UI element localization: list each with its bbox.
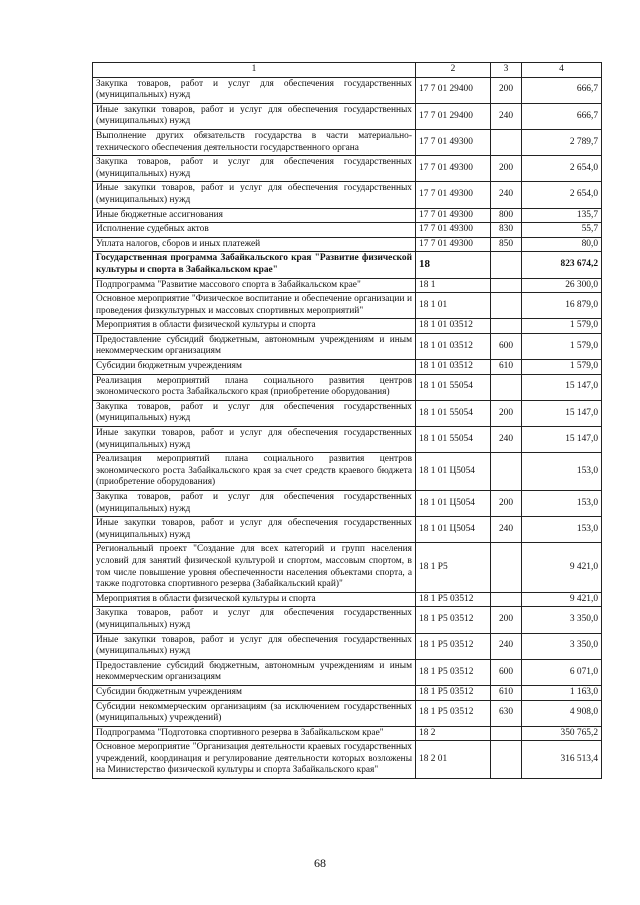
row-name-cell: Иные бюджетные ассигнования bbox=[93, 208, 416, 223]
row-code-cell: 18 1 bbox=[416, 278, 491, 293]
row-sum-cell: 6 071,0 bbox=[522, 659, 602, 685]
page-number: 68 bbox=[314, 856, 326, 870]
row-sum-cell: 153,0 bbox=[522, 517, 602, 543]
row-vr-cell: 200 bbox=[491, 400, 522, 426]
row-sum-cell: 1 579,0 bbox=[522, 333, 602, 359]
row-code-cell: 18 1 01 bbox=[416, 293, 491, 319]
row-code-cell: 17 7 01 29400 bbox=[416, 77, 491, 103]
row-name-cell: Субсидии бюджетным учреждениям bbox=[93, 685, 416, 700]
row-code-cell: 17 7 01 49300 bbox=[416, 129, 491, 155]
row-code-cell: 17 7 01 49300 bbox=[416, 237, 491, 252]
row-sum-cell: 80,0 bbox=[522, 237, 602, 252]
row-name-cell: Предоставление субсидий бюджетным, автономным учреждениям и иным некоммерческим организациям bbox=[93, 659, 416, 685]
row-code-cell: 18 1 01 03512 bbox=[416, 360, 491, 375]
row-code-cell: 17 7 01 49300 bbox=[416, 182, 491, 208]
table-row bbox=[93, 129, 602, 155]
row-vr-cell bbox=[491, 726, 522, 741]
row-vr-cell: 850 bbox=[491, 237, 522, 252]
row-code-cell: 18 2 bbox=[416, 726, 491, 741]
table-row bbox=[93, 208, 602, 223]
row-name-cell: Иные закупки товаров, работ и услуг для обеспечения государственных (муниципальных) нужд bbox=[93, 633, 416, 659]
row-name-cell: Закупка товаров, работ и услуг для обеспечения государственных (муниципальных) нужд bbox=[93, 491, 416, 517]
row-name-cell: Уплата налогов, сборов и иных платежей bbox=[93, 237, 416, 252]
row-sum-cell: 135,7 bbox=[522, 208, 602, 223]
row-code-cell: 18 1 01 Ц5054 bbox=[416, 517, 491, 543]
row-code-cell: 18 1 01 55054 bbox=[416, 374, 491, 400]
row-name-cell: Закупка товаров, работ и услуг для обеспечения государственных (муниципальных) нужд bbox=[93, 156, 416, 182]
row-vr-cell bbox=[491, 129, 522, 155]
row-vr-cell bbox=[491, 319, 522, 334]
row-vr-cell: 200 bbox=[491, 491, 522, 517]
table-row bbox=[93, 491, 602, 517]
row-sum-cell: 9 421,0 bbox=[522, 543, 602, 592]
table-row bbox=[93, 400, 602, 426]
row-name-cell: Государственная программа Забайкальского края "Развитие физической культуры и спорта в Забайкальском крае" bbox=[93, 252, 416, 278]
table-row bbox=[93, 427, 602, 453]
row-name-cell: Иные закупки товаров, работ и услуг для обеспечения государственных (муниципальных) нужд bbox=[93, 427, 416, 453]
table-row bbox=[93, 633, 602, 659]
table-row bbox=[93, 517, 602, 543]
row-name-cell: Региональный проект "Создание для всех категорий и групп населения условий для занятий физической культурой и спортом, массовым спортом, в том числе повышение уровня обеспеченности населения объектами спорта, а также подготовка спортивного резерва (Забайкальский край)" bbox=[93, 543, 416, 592]
table-body bbox=[93, 77, 602, 778]
table-row bbox=[93, 77, 602, 103]
row-sum-cell: 823 674,2 bbox=[522, 252, 602, 278]
row-sum-cell: 16 879,0 bbox=[522, 293, 602, 319]
row-vr-cell: 830 bbox=[491, 223, 522, 238]
row-sum-cell: 350 765,2 bbox=[522, 726, 602, 741]
row-vr-cell: 240 bbox=[491, 517, 522, 543]
row-sum-cell: 666,7 bbox=[522, 103, 602, 129]
table-row bbox=[93, 252, 602, 278]
header-col-vr: 3 bbox=[491, 63, 522, 78]
row-sum-cell: 1 163,0 bbox=[522, 685, 602, 700]
row-sum-cell: 153,0 bbox=[522, 491, 602, 517]
row-vr-cell: 630 bbox=[491, 700, 522, 726]
row-vr-cell: 200 bbox=[491, 77, 522, 103]
header-col-code: 2 bbox=[416, 63, 491, 78]
row-sum-cell: 15 147,0 bbox=[522, 374, 602, 400]
row-name-cell: Иные закупки товаров, работ и услуг для обеспечения государственных (муниципальных) нужд bbox=[93, 182, 416, 208]
row-name-cell: Субсидии бюджетным учреждениям bbox=[93, 360, 416, 375]
row-vr-cell: 240 bbox=[491, 427, 522, 453]
row-code-cell: 18 1 01 Ц5054 bbox=[416, 491, 491, 517]
row-vr-cell: 240 bbox=[491, 103, 522, 129]
row-name-cell: Подпрограмма "Развитие массового спорта в Забайкальском крае" bbox=[93, 278, 416, 293]
row-vr-cell bbox=[491, 278, 522, 293]
row-code-cell: 18 2 01 bbox=[416, 741, 491, 779]
table-row bbox=[93, 453, 602, 491]
row-vr-cell bbox=[491, 293, 522, 319]
header-row bbox=[93, 63, 602, 78]
row-code-cell: 18 1 01 Ц5054 bbox=[416, 453, 491, 491]
row-sum-cell: 2 789,7 bbox=[522, 129, 602, 155]
row-sum-cell: 4 908,0 bbox=[522, 700, 602, 726]
row-vr-cell: 600 bbox=[491, 659, 522, 685]
table-row bbox=[93, 741, 602, 779]
row-vr-cell bbox=[491, 453, 522, 491]
row-code-cell: 18 1 P5 03512 bbox=[416, 607, 491, 633]
table-row bbox=[93, 685, 602, 700]
row-vr-cell: 600 bbox=[491, 333, 522, 359]
row-vr-cell: 200 bbox=[491, 607, 522, 633]
row-code-cell: 18 1 P5 03512 bbox=[416, 592, 491, 607]
row-sum-cell: 55,7 bbox=[522, 223, 602, 238]
row-sum-cell: 2 654,0 bbox=[522, 182, 602, 208]
row-vr-cell bbox=[491, 374, 522, 400]
row-code-cell: 18 1 01 55054 bbox=[416, 427, 491, 453]
row-sum-cell: 666,7 bbox=[522, 77, 602, 103]
row-name-cell: Иные закупки товаров, работ и услуг для обеспечения государственных (муниципальных) нужд bbox=[93, 517, 416, 543]
table-row bbox=[93, 333, 602, 359]
table-row bbox=[93, 293, 602, 319]
row-name-cell: Основное мероприятие "Организация деятельности краевых государственных учреждений, координация и регулирование деятельности которых возложены на Министерство физической культуры и спорта Забайкальского края" bbox=[93, 741, 416, 779]
row-code-cell: 18 1 P5 03512 bbox=[416, 659, 491, 685]
row-vr-cell bbox=[491, 592, 522, 607]
row-name-cell: Субсидии некоммерческим организациям (за исключением государственных (муниципальных) учреждений) bbox=[93, 700, 416, 726]
table-row bbox=[93, 278, 602, 293]
row-sum-cell: 2 654,0 bbox=[522, 156, 602, 182]
row-sum-cell: 1 579,0 bbox=[522, 360, 602, 375]
row-code-cell: 18 1 P5 bbox=[416, 543, 491, 592]
row-sum-cell: 3 350,0 bbox=[522, 607, 602, 633]
table-row bbox=[93, 374, 602, 400]
table-row bbox=[93, 726, 602, 741]
row-name-cell: Выполнение других обязательств государства в части материально-технического обеспечения деятельности государственного органа bbox=[93, 129, 416, 155]
row-name-cell: Подпрограмма "Подготовка спортивного резерва в Забайкальском крае" bbox=[93, 726, 416, 741]
row-name-cell: Закупка товаров, работ и услуг для обеспечения государственных (муниципальных) нужд bbox=[93, 607, 416, 633]
row-code-cell: 18 1 P5 03512 bbox=[416, 633, 491, 659]
budget-table-page bbox=[92, 62, 601, 779]
row-vr-cell bbox=[491, 252, 522, 278]
row-code-cell: 17 7 01 49300 bbox=[416, 156, 491, 182]
budget-table bbox=[92, 62, 602, 779]
row-vr-cell: 200 bbox=[491, 156, 522, 182]
table-row bbox=[93, 223, 602, 238]
row-sum-cell: 3 350,0 bbox=[522, 633, 602, 659]
table-row bbox=[93, 543, 602, 592]
row-sum-cell: 15 147,0 bbox=[522, 400, 602, 426]
table-row bbox=[93, 659, 602, 685]
row-code-cell: 17 7 01 49300 bbox=[416, 223, 491, 238]
table-row bbox=[93, 156, 602, 182]
row-name-cell: Реализация мероприятий плана социального развития центров экономического роста Забайкальского края (приобретение оборудования) bbox=[93, 374, 416, 400]
table-row bbox=[93, 237, 602, 252]
row-vr-cell bbox=[491, 543, 522, 592]
row-name-cell: Мероприятия в области физической культуры и спорта bbox=[93, 319, 416, 334]
row-vr-cell: 610 bbox=[491, 685, 522, 700]
row-sum-cell: 1 579,0 bbox=[522, 319, 602, 334]
row-sum-cell: 26 300,0 bbox=[522, 278, 602, 293]
row-name-cell: Основное мероприятие "Физическое воспитание и обеспечение организации и проведения физкультурных и массовых спортивных мероприятий" bbox=[93, 293, 416, 319]
row-vr-cell: 240 bbox=[491, 633, 522, 659]
row-name-cell: Иные закупки товаров, работ и услуг для обеспечения государственных (муниципальных) нужд bbox=[93, 103, 416, 129]
header-col-name: 1 bbox=[93, 63, 416, 78]
row-sum-cell: 15 147,0 bbox=[522, 427, 602, 453]
row-code-cell: 18 1 01 03512 bbox=[416, 319, 491, 334]
row-sum-cell: 153,0 bbox=[522, 453, 602, 491]
table-row bbox=[93, 182, 602, 208]
row-code-cell: 17 7 01 49300 bbox=[416, 208, 491, 223]
row-vr-cell: 610 bbox=[491, 360, 522, 375]
row-code-cell: 18 bbox=[416, 252, 491, 278]
row-sum-cell: 316 513,4 bbox=[522, 741, 602, 779]
row-vr-cell bbox=[491, 741, 522, 779]
row-name-cell: Исполнение судебных актов bbox=[93, 223, 416, 238]
row-name-cell: Реализация мероприятий плана социального развития центров экономического роста Забайкальского края за счет средств краевого бюджета (приобретение оборудования) bbox=[93, 453, 416, 491]
table-row bbox=[93, 103, 602, 129]
row-code-cell: 18 1 01 55054 bbox=[416, 400, 491, 426]
table-row bbox=[93, 319, 602, 334]
table-row bbox=[93, 607, 602, 633]
row-sum-cell: 9 421,0 bbox=[522, 592, 602, 607]
row-name-cell: Предоставление субсидий бюджетным, автономным учреждениям и иным некоммерческим организациям bbox=[93, 333, 416, 359]
row-code-cell: 18 1 P5 03512 bbox=[416, 685, 491, 700]
row-vr-cell: 240 bbox=[491, 182, 522, 208]
row-code-cell: 18 1 01 03512 bbox=[416, 333, 491, 359]
row-name-cell: Мероприятия в области физической культуры и спорта bbox=[93, 592, 416, 607]
row-name-cell: Закупка товаров, работ и услуг для обеспечения государственных (муниципальных) нужд bbox=[93, 400, 416, 426]
table-row bbox=[93, 592, 602, 607]
table-row bbox=[93, 360, 602, 375]
row-vr-cell: 800 bbox=[491, 208, 522, 223]
row-name-cell: Закупка товаров, работ и услуг для обеспечения государственных (муниципальных) нужд bbox=[93, 77, 416, 103]
table-row bbox=[93, 700, 602, 726]
row-code-cell: 18 1 P5 03512 bbox=[416, 700, 491, 726]
header-col-sum: 4 bbox=[522, 63, 602, 78]
row-code-cell: 17 7 01 29400 bbox=[416, 103, 491, 129]
